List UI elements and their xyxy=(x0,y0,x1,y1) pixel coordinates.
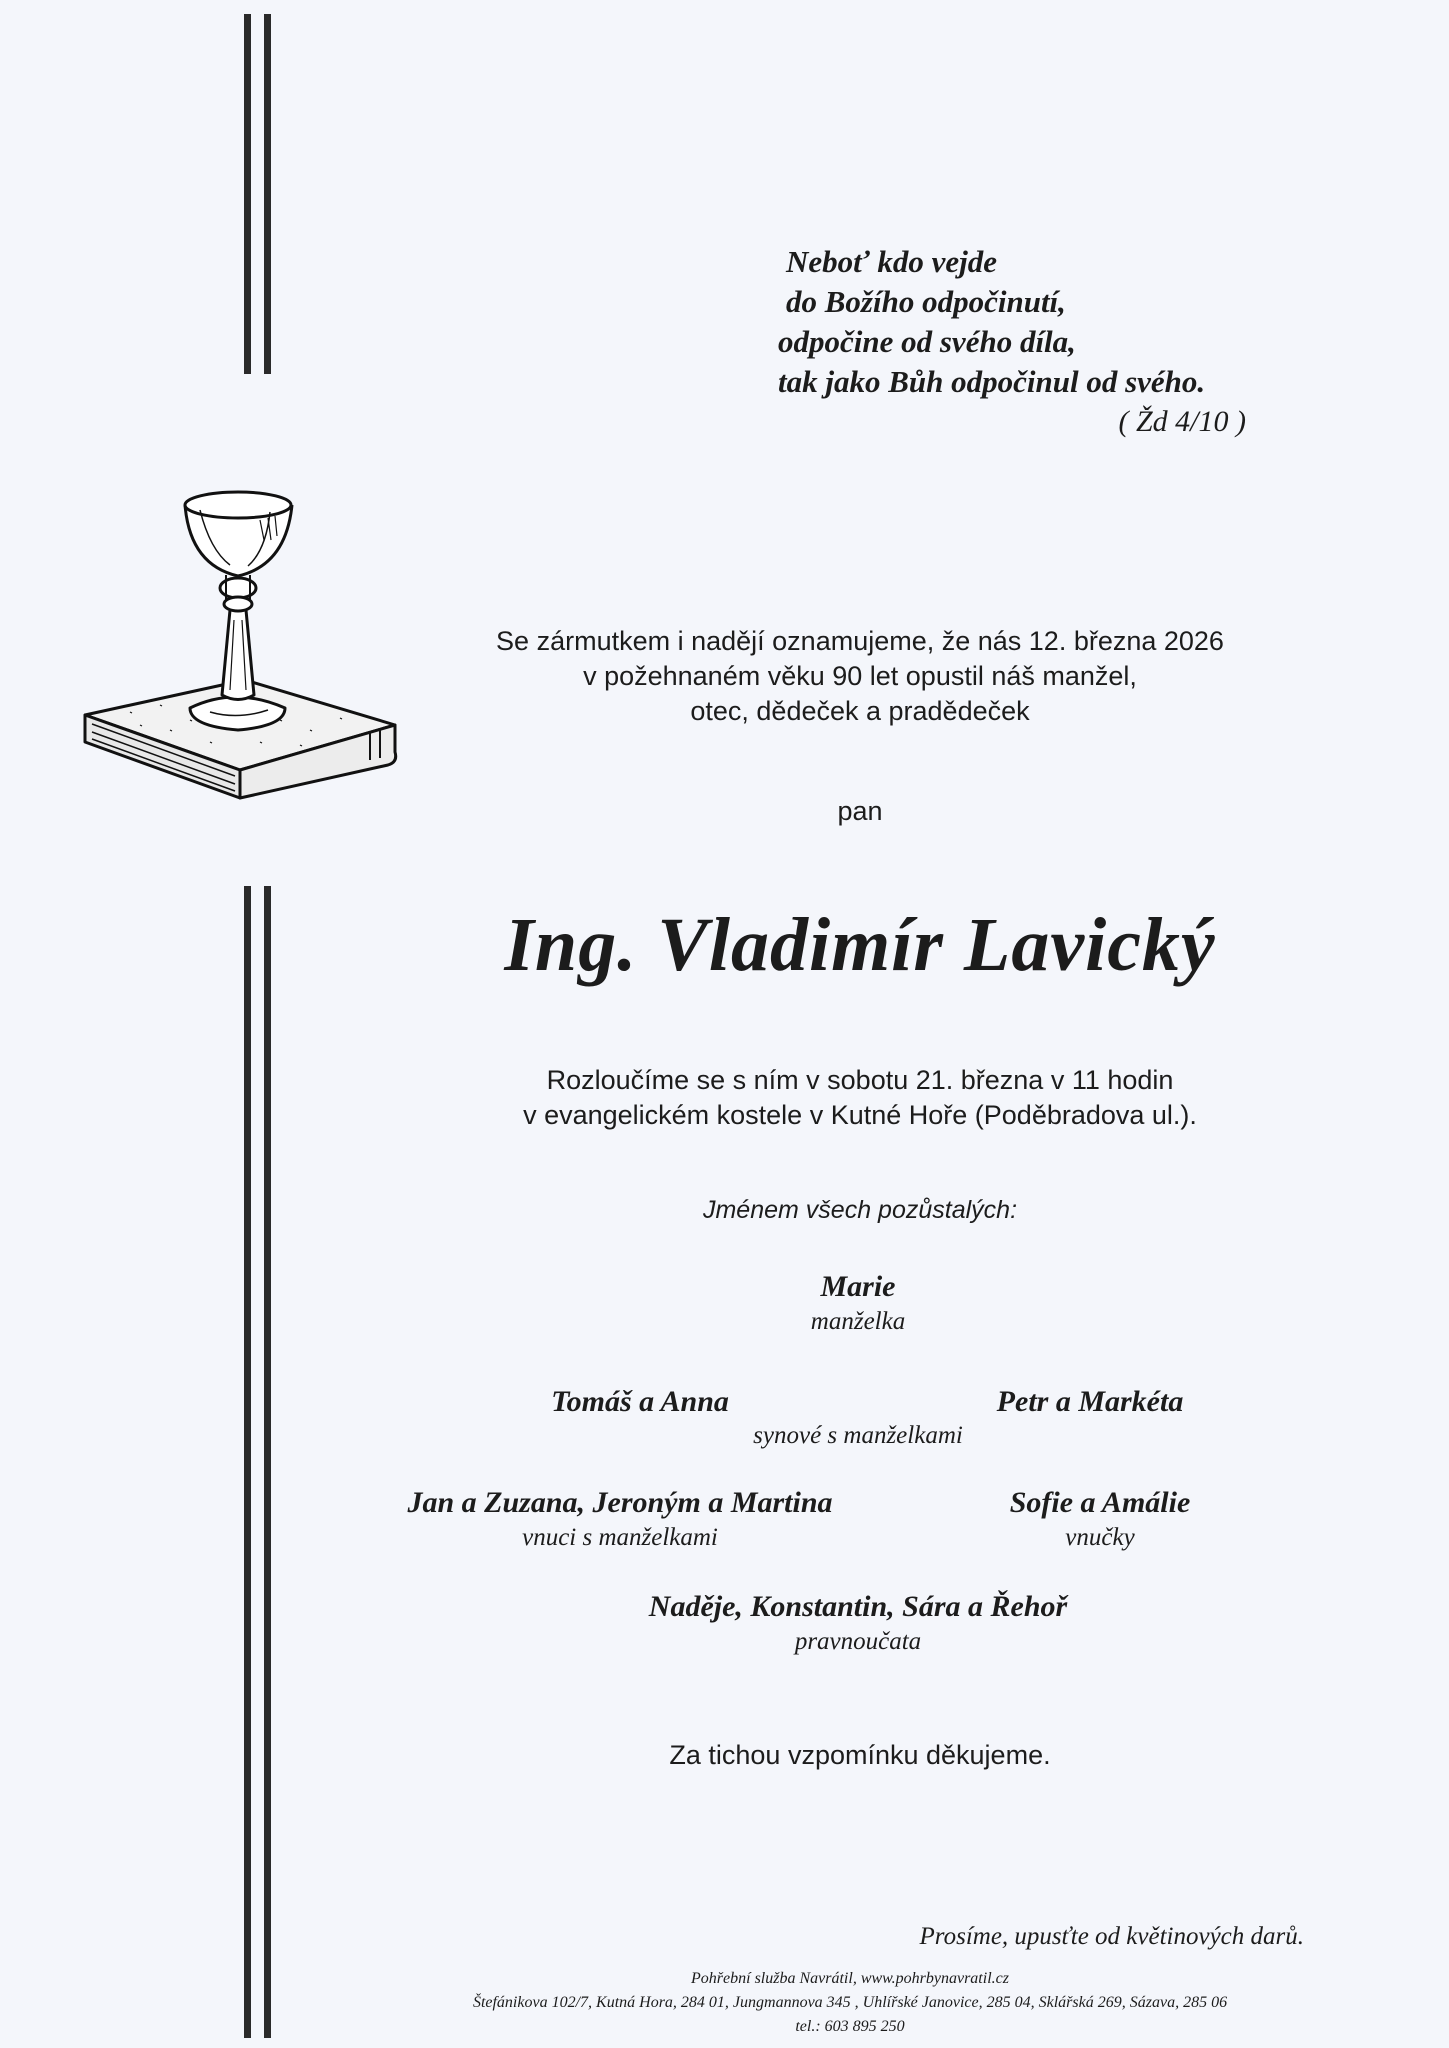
family-wife xyxy=(658,1270,1058,1336)
footer-line: Pohřební služba Navrátil, www.pohrbynavratil.cz xyxy=(691,1970,1009,1987)
left-bar-top-2 xyxy=(264,14,271,374)
family-names: Naděje, Konstantin, Sára a Řehoř xyxy=(648,1590,1068,1623)
flowers-note: Prosíme, upusťte od květinových darů. xyxy=(919,1923,1304,1950)
farewell-line: Rozloučíme se s ním v sobotu 21. března v 11 hodin xyxy=(546,1065,1174,1095)
announcement-line: Se zármutkem i nadějí oznamujeme, že nás 12. března 2026 xyxy=(496,626,1224,656)
left-bar-top-1 xyxy=(244,14,251,374)
announcement-line: v požehnaném věku 90 let opustil náš manžel, xyxy=(583,661,1137,691)
announcement-text xyxy=(430,624,1290,729)
family-sons-right xyxy=(890,1385,1290,1419)
left-bar-bottom-1 xyxy=(244,886,251,2038)
verse-reference: ( Žd 4/10 ) xyxy=(1118,405,1246,438)
verse-line: Neboť kdo vejde xyxy=(786,244,998,279)
family-role: vnuci s manželkami xyxy=(522,1524,718,1551)
footer-line: Štefánikova 102/7, Kutná Hora, 284 01, Jungmannova 345 , Uhlířské Janovice, 285 04, Sklářská 269, Sázava, 285 06 xyxy=(472,1994,1228,2011)
family-names: Marie xyxy=(820,1270,896,1303)
announcement-line: otec, dědeček a pradědeček xyxy=(690,696,1030,726)
thanks-text: Za tichou vzpomínku děkujeme. xyxy=(669,1740,1051,1770)
deceased-name: Ing. Vladimír Lavický xyxy=(504,903,1216,987)
family-sons-left xyxy=(440,1385,840,1419)
family-role: pravnoučata xyxy=(794,1628,922,1655)
family-names: Tomáš a Anna xyxy=(551,1385,729,1418)
footer-line: tel.: 603 895 250 xyxy=(795,2018,905,2035)
farewell-text xyxy=(430,1063,1290,1133)
family-names: Sofie a Amálie xyxy=(1009,1486,1191,1519)
family-great-grandchildren xyxy=(558,1590,1158,1656)
family-names: Jan a Zuzana, Jeroným a Martina xyxy=(407,1486,833,1519)
farewell-line: v evangelickém kostele v Kutné Hoře (Poděbradova ul.). xyxy=(523,1100,1197,1130)
family-grandsons xyxy=(340,1486,900,1552)
verse-line: tak jako Bůh odpočinul od svého. xyxy=(778,364,1206,399)
verse-line: odpočine od svého díla, xyxy=(778,324,1076,359)
on-behalf-heading: Jménem všech pozůstalých: xyxy=(702,1196,1018,1224)
left-bar-bottom-2 xyxy=(264,886,271,2038)
family-role: vnučky xyxy=(1065,1524,1135,1551)
chalice-on-book-icon xyxy=(70,480,410,820)
family-role: synové s manželkami xyxy=(753,1422,963,1449)
funeral-service-footer xyxy=(380,1967,1320,2039)
family-sons-role xyxy=(658,1422,1058,1450)
family-role: manželka xyxy=(810,1308,906,1335)
family-granddaughters xyxy=(920,1486,1280,1552)
verse-line: do Božího odpočinutí, xyxy=(786,284,1066,319)
salutation: pan xyxy=(837,796,883,826)
bible-verse xyxy=(770,242,1330,442)
family-names: Petr a Markéta xyxy=(996,1385,1184,1418)
